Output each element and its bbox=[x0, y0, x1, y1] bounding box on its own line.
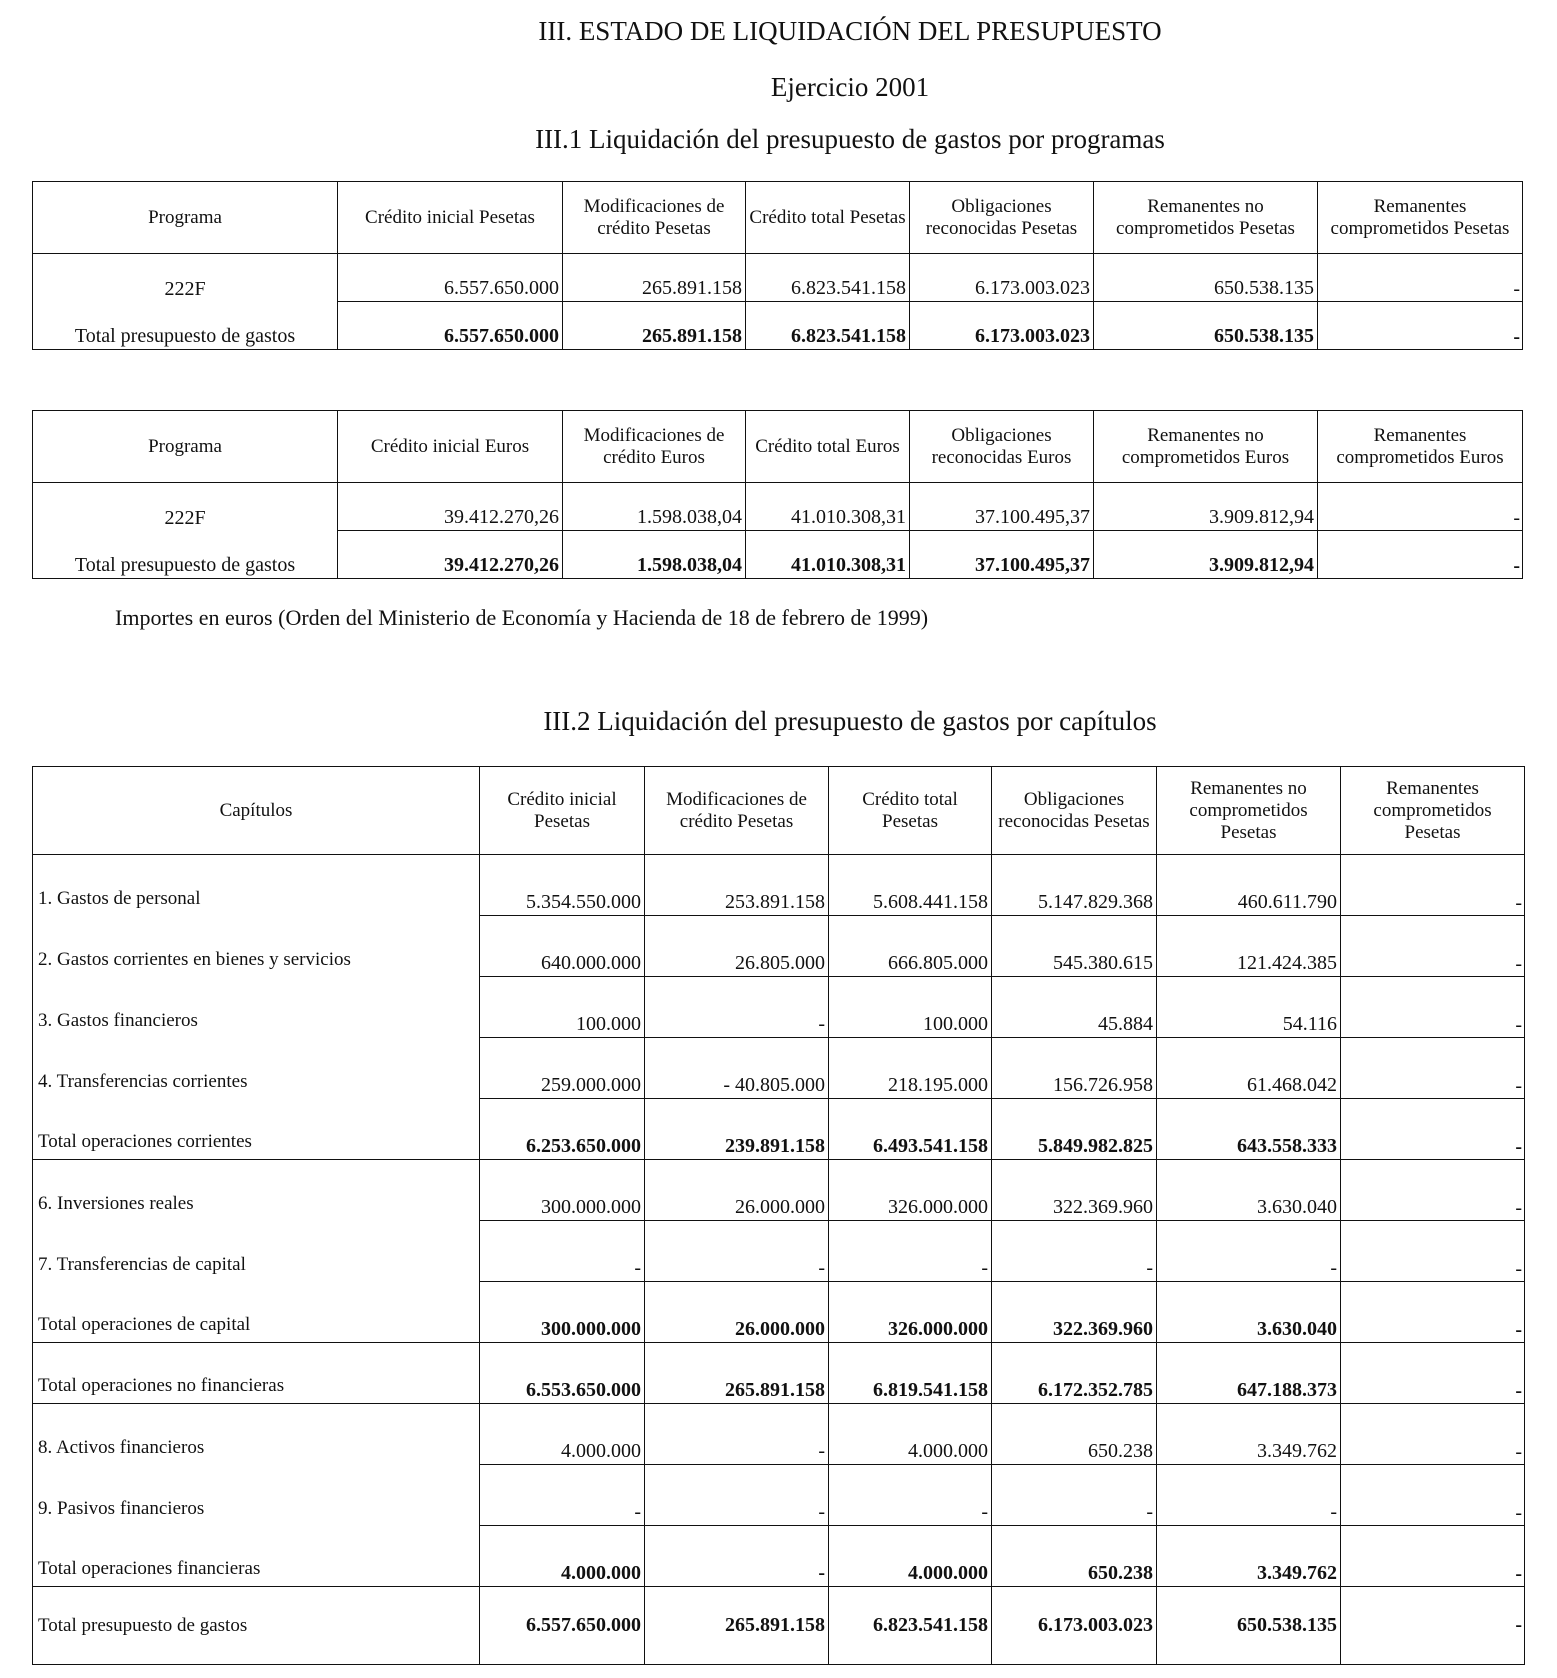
cell-value: 6.253.650.000 bbox=[480, 1099, 645, 1160]
cell-value: 650.238 bbox=[992, 1404, 1157, 1465]
table-capitulos bbox=[32, 766, 1525, 1665]
row-label: 8. Activos financieros bbox=[33, 1404, 480, 1465]
cell-value: - bbox=[1157, 1221, 1341, 1282]
cell-value: - bbox=[1157, 1465, 1341, 1526]
table-total-row bbox=[33, 531, 1523, 579]
cell-value: 61.468.042 bbox=[1157, 1038, 1341, 1099]
cell-value: 26.000.000 bbox=[645, 1282, 829, 1343]
cell-value: 253.891.158 bbox=[645, 855, 829, 916]
header-cell: Programa bbox=[33, 182, 338, 254]
cell-value: 300.000.000 bbox=[480, 1282, 645, 1343]
cell-value: 265.891.158 bbox=[563, 254, 746, 302]
cell-value: 6.557.650.000 bbox=[480, 1587, 645, 1665]
cell-value: 265.891.158 bbox=[563, 302, 746, 350]
row-label: 4. Transferencias corrientes bbox=[33, 1038, 480, 1099]
table-total-row bbox=[33, 302, 1523, 350]
section2-title: III.2 Liquidación del presupuesto de gastos por capítulos bbox=[543, 706, 1157, 736]
cell-value: 4.000.000 bbox=[480, 1526, 645, 1587]
row-label: 2. Gastos corrientes en bienes y servicios bbox=[33, 916, 480, 977]
header-cell: Obligaciones reconocidas Pesetas bbox=[992, 767, 1157, 855]
cell-value: 326.000.000 bbox=[829, 1282, 992, 1343]
cell-value: 3.349.762 bbox=[1157, 1526, 1341, 1587]
cell-value: - bbox=[1341, 916, 1525, 977]
table-row bbox=[33, 855, 1525, 916]
header-cell: Remanentes comprometidos Pesetas bbox=[1318, 182, 1523, 254]
cell-value: 4.000.000 bbox=[829, 1404, 992, 1465]
table-row bbox=[33, 483, 1523, 531]
capitulos-body bbox=[33, 855, 1525, 1665]
header-cell: Crédito inicial Euros bbox=[338, 411, 563, 483]
cell-value: 4.000.000 bbox=[829, 1526, 992, 1587]
cell-value: 6.173.003.023 bbox=[910, 302, 1094, 350]
row-label: 222F bbox=[33, 483, 338, 531]
cell-value: 39.412.270,26 bbox=[338, 531, 563, 579]
row-label: 3. Gastos financieros bbox=[33, 977, 480, 1038]
cell-value: 1.598.038,04 bbox=[563, 483, 746, 531]
cell-value: 545.380.615 bbox=[992, 916, 1157, 977]
cell-value: - bbox=[645, 1221, 829, 1282]
cell-value: 3.630.040 bbox=[1157, 1282, 1341, 1343]
cell-value: - bbox=[1341, 977, 1525, 1038]
cell-value: - bbox=[480, 1465, 645, 1526]
cell-value: 6.823.541.158 bbox=[746, 254, 910, 302]
table-header-row bbox=[33, 182, 1523, 254]
table-row bbox=[33, 254, 1523, 302]
header-cell: Programa bbox=[33, 411, 338, 483]
section1-title: III.1 Liquidación del presupuesto de gastos por programas bbox=[535, 124, 1165, 154]
row-label: 7. Transferencias de capital bbox=[33, 1221, 480, 1282]
currency-note: Importes en euros (Orden del Ministerio de Economía y Hacienda de 18 de febrero de 1999) bbox=[115, 605, 929, 630]
row-label: 6. Inversiones reales bbox=[33, 1160, 480, 1221]
header-cell: Capítulos bbox=[33, 767, 480, 855]
cell-value: 6.823.541.158 bbox=[746, 302, 910, 350]
header-cell: Crédito total Euros bbox=[746, 411, 910, 483]
cell-value: 650.538.135 bbox=[1157, 1587, 1341, 1665]
cell-value: 45.884 bbox=[992, 977, 1157, 1038]
header-cell: Crédito total Pesetas bbox=[746, 182, 910, 254]
cell-value: 647.188.373 bbox=[1157, 1343, 1341, 1404]
cell-value: 6.557.650.000 bbox=[338, 254, 563, 302]
exercise-year: Ejercicio 2001 bbox=[770, 72, 930, 102]
cell-value: 326.000.000 bbox=[829, 1160, 992, 1221]
table-row bbox=[33, 1404, 1525, 1465]
cell-value: 640.000.000 bbox=[480, 916, 645, 977]
cell-value: 5.354.550.000 bbox=[480, 855, 645, 916]
cell-value: 100.000 bbox=[829, 977, 992, 1038]
cell-value: 5.849.982.825 bbox=[992, 1099, 1157, 1160]
cell-value: - bbox=[992, 1465, 1157, 1526]
cell-value: - bbox=[645, 977, 829, 1038]
cell-value: 41.010.308,31 bbox=[746, 483, 910, 531]
cell-value: 100.000 bbox=[480, 977, 645, 1038]
cell-value: 265.891.158 bbox=[645, 1587, 829, 1665]
cell-value: 259.000.000 bbox=[480, 1038, 645, 1099]
header-cell: Remanentes comprometidos Pesetas bbox=[1341, 767, 1525, 855]
cell-value: - bbox=[1318, 483, 1523, 531]
cell-value: - bbox=[1341, 1221, 1525, 1282]
cell-value: 26.805.000 bbox=[645, 916, 829, 977]
row-label: Total presupuesto de gastos bbox=[33, 1587, 480, 1665]
cell-value: - bbox=[1341, 1282, 1525, 1343]
header-cell: Modificaciones de crédito Euros bbox=[563, 411, 746, 483]
table-total-row bbox=[33, 1343, 1525, 1404]
header-cell: Remanentes comprometidos Euros bbox=[1318, 411, 1523, 483]
cell-value: 3.909.812,94 bbox=[1094, 531, 1318, 579]
cell-value: - bbox=[1341, 855, 1525, 916]
cell-value: 3.630.040 bbox=[1157, 1160, 1341, 1221]
header-cell: Obligaciones reconocidas Euros bbox=[910, 411, 1094, 483]
cell-value: 666.805.000 bbox=[829, 916, 992, 977]
cell-value: - bbox=[1341, 1526, 1525, 1587]
row-label: Total operaciones de capital bbox=[33, 1282, 480, 1343]
document-title: III. ESTADO DE LIQUIDACIÓN DEL PRESUPUESTO bbox=[538, 16, 1162, 46]
cell-value: - bbox=[1341, 1465, 1525, 1526]
cell-value: - bbox=[1341, 1587, 1525, 1665]
cell-value: - bbox=[1318, 254, 1523, 302]
cell-value: 41.010.308,31 bbox=[746, 531, 910, 579]
table-programas-pesetas bbox=[32, 181, 1523, 350]
cell-value: 265.891.158 bbox=[645, 1343, 829, 1404]
cell-value: 6.172.352.785 bbox=[992, 1343, 1157, 1404]
cell-value: 239.891.158 bbox=[645, 1099, 829, 1160]
row-label: Total operaciones no financieras bbox=[33, 1343, 480, 1404]
cell-value: 6.493.541.158 bbox=[829, 1099, 992, 1160]
row-label: 1. Gastos de personal bbox=[33, 855, 480, 916]
row-label: Total presupuesto de gastos bbox=[33, 302, 338, 350]
header-text: Crédito inicial Pesetas bbox=[365, 206, 535, 228]
cell-value: 322.369.960 bbox=[992, 1160, 1157, 1221]
table-row bbox=[33, 1465, 1525, 1526]
cell-value: 54.116 bbox=[1157, 977, 1341, 1038]
table-row bbox=[33, 977, 1525, 1038]
cell-value: 4.000.000 bbox=[480, 1404, 645, 1465]
cell-value: - bbox=[1341, 1343, 1525, 1404]
table-total-row bbox=[33, 1526, 1525, 1587]
table-total-row bbox=[33, 1282, 1525, 1343]
cell-value: 3.909.812,94 bbox=[1094, 483, 1318, 531]
header-cell: Obligaciones reconocidas Pesetas bbox=[910, 182, 1094, 254]
cell-value: - bbox=[1341, 1099, 1525, 1160]
cell-value: 6.173.003.023 bbox=[992, 1587, 1157, 1665]
cell-value: 6.557.650.000 bbox=[338, 302, 563, 350]
table-header-row bbox=[33, 411, 1523, 483]
cell-value: 6.553.650.000 bbox=[480, 1343, 645, 1404]
cell-value: 300.000.000 bbox=[480, 1160, 645, 1221]
cell-value: 650.538.135 bbox=[1094, 302, 1318, 350]
cell-value: - 40.805.000 bbox=[645, 1038, 829, 1099]
cell-value: - bbox=[829, 1221, 992, 1282]
row-label: 222F bbox=[33, 254, 338, 302]
row-label: 9. Pasivos financieros bbox=[33, 1465, 480, 1526]
header-cell: Crédito total Pesetas bbox=[829, 767, 992, 855]
cell-value: - bbox=[1318, 302, 1523, 350]
cell-value: - bbox=[1318, 531, 1523, 579]
cell-value: 5.147.829.368 bbox=[992, 855, 1157, 916]
row-label: Total presupuesto de gastos bbox=[33, 531, 338, 579]
table-row bbox=[33, 1038, 1525, 1099]
table-total-row bbox=[33, 1099, 1525, 1160]
header-cell: Modificaciones de crédito Pesetas bbox=[563, 182, 746, 254]
cell-value: - bbox=[992, 1221, 1157, 1282]
cell-value: 643.558.333 bbox=[1157, 1099, 1341, 1160]
cell-value: 37.100.495,37 bbox=[910, 531, 1094, 579]
cell-value: 460.611.790 bbox=[1157, 855, 1341, 916]
table-total-row bbox=[33, 1587, 1525, 1665]
cell-value: - bbox=[1341, 1404, 1525, 1465]
header-cell: Crédito inicial Pesetas bbox=[480, 767, 645, 855]
cell-value: 26.000.000 bbox=[645, 1160, 829, 1221]
table-row bbox=[33, 916, 1525, 977]
row-label: Total operaciones financieras bbox=[33, 1526, 480, 1587]
cell-value: - bbox=[645, 1404, 829, 1465]
cell-value: 3.349.762 bbox=[1157, 1404, 1341, 1465]
cell-value: 5.608.441.158 bbox=[829, 855, 992, 916]
cell-value: 218.195.000 bbox=[829, 1038, 992, 1099]
cell-value: 1.598.038,04 bbox=[563, 531, 746, 579]
table-header-row bbox=[33, 767, 1525, 855]
cell-value: - bbox=[645, 1465, 829, 1526]
cell-value: 650.538.135 bbox=[1094, 254, 1318, 302]
header-cell: Modificaciones de crédito Pesetas bbox=[645, 767, 829, 855]
cell-value: 37.100.495,37 bbox=[910, 483, 1094, 531]
cell-value: - bbox=[1341, 1160, 1525, 1221]
header-cell: Remanentes no comprometidos Euros bbox=[1094, 411, 1318, 483]
cell-value: 6.173.003.023 bbox=[910, 254, 1094, 302]
cell-value: - bbox=[829, 1465, 992, 1526]
cell-value: - bbox=[480, 1221, 645, 1282]
row-label: Total operaciones corrientes bbox=[33, 1099, 480, 1160]
header-cell: Remanentes no comprometidos Pesetas bbox=[1094, 182, 1318, 254]
cell-value: 650.238 bbox=[992, 1526, 1157, 1587]
cell-value: - bbox=[645, 1526, 829, 1587]
table-programas-euros bbox=[32, 410, 1523, 579]
cell-value: 6.823.541.158 bbox=[829, 1587, 992, 1665]
header-cell: Remanentes no comprometidos Pesetas bbox=[1157, 767, 1341, 855]
cell-value: 6.819.541.158 bbox=[829, 1343, 992, 1404]
cell-value: - bbox=[1341, 1038, 1525, 1099]
cell-value: 39.412.270,26 bbox=[338, 483, 563, 531]
cell-value: 121.424.385 bbox=[1157, 916, 1341, 977]
header-cell bbox=[338, 182, 563, 254]
cell-value: 156.726.958 bbox=[992, 1038, 1157, 1099]
table-row bbox=[33, 1221, 1525, 1282]
cell-value: 322.369.960 bbox=[992, 1282, 1157, 1343]
table-row bbox=[33, 1160, 1525, 1221]
